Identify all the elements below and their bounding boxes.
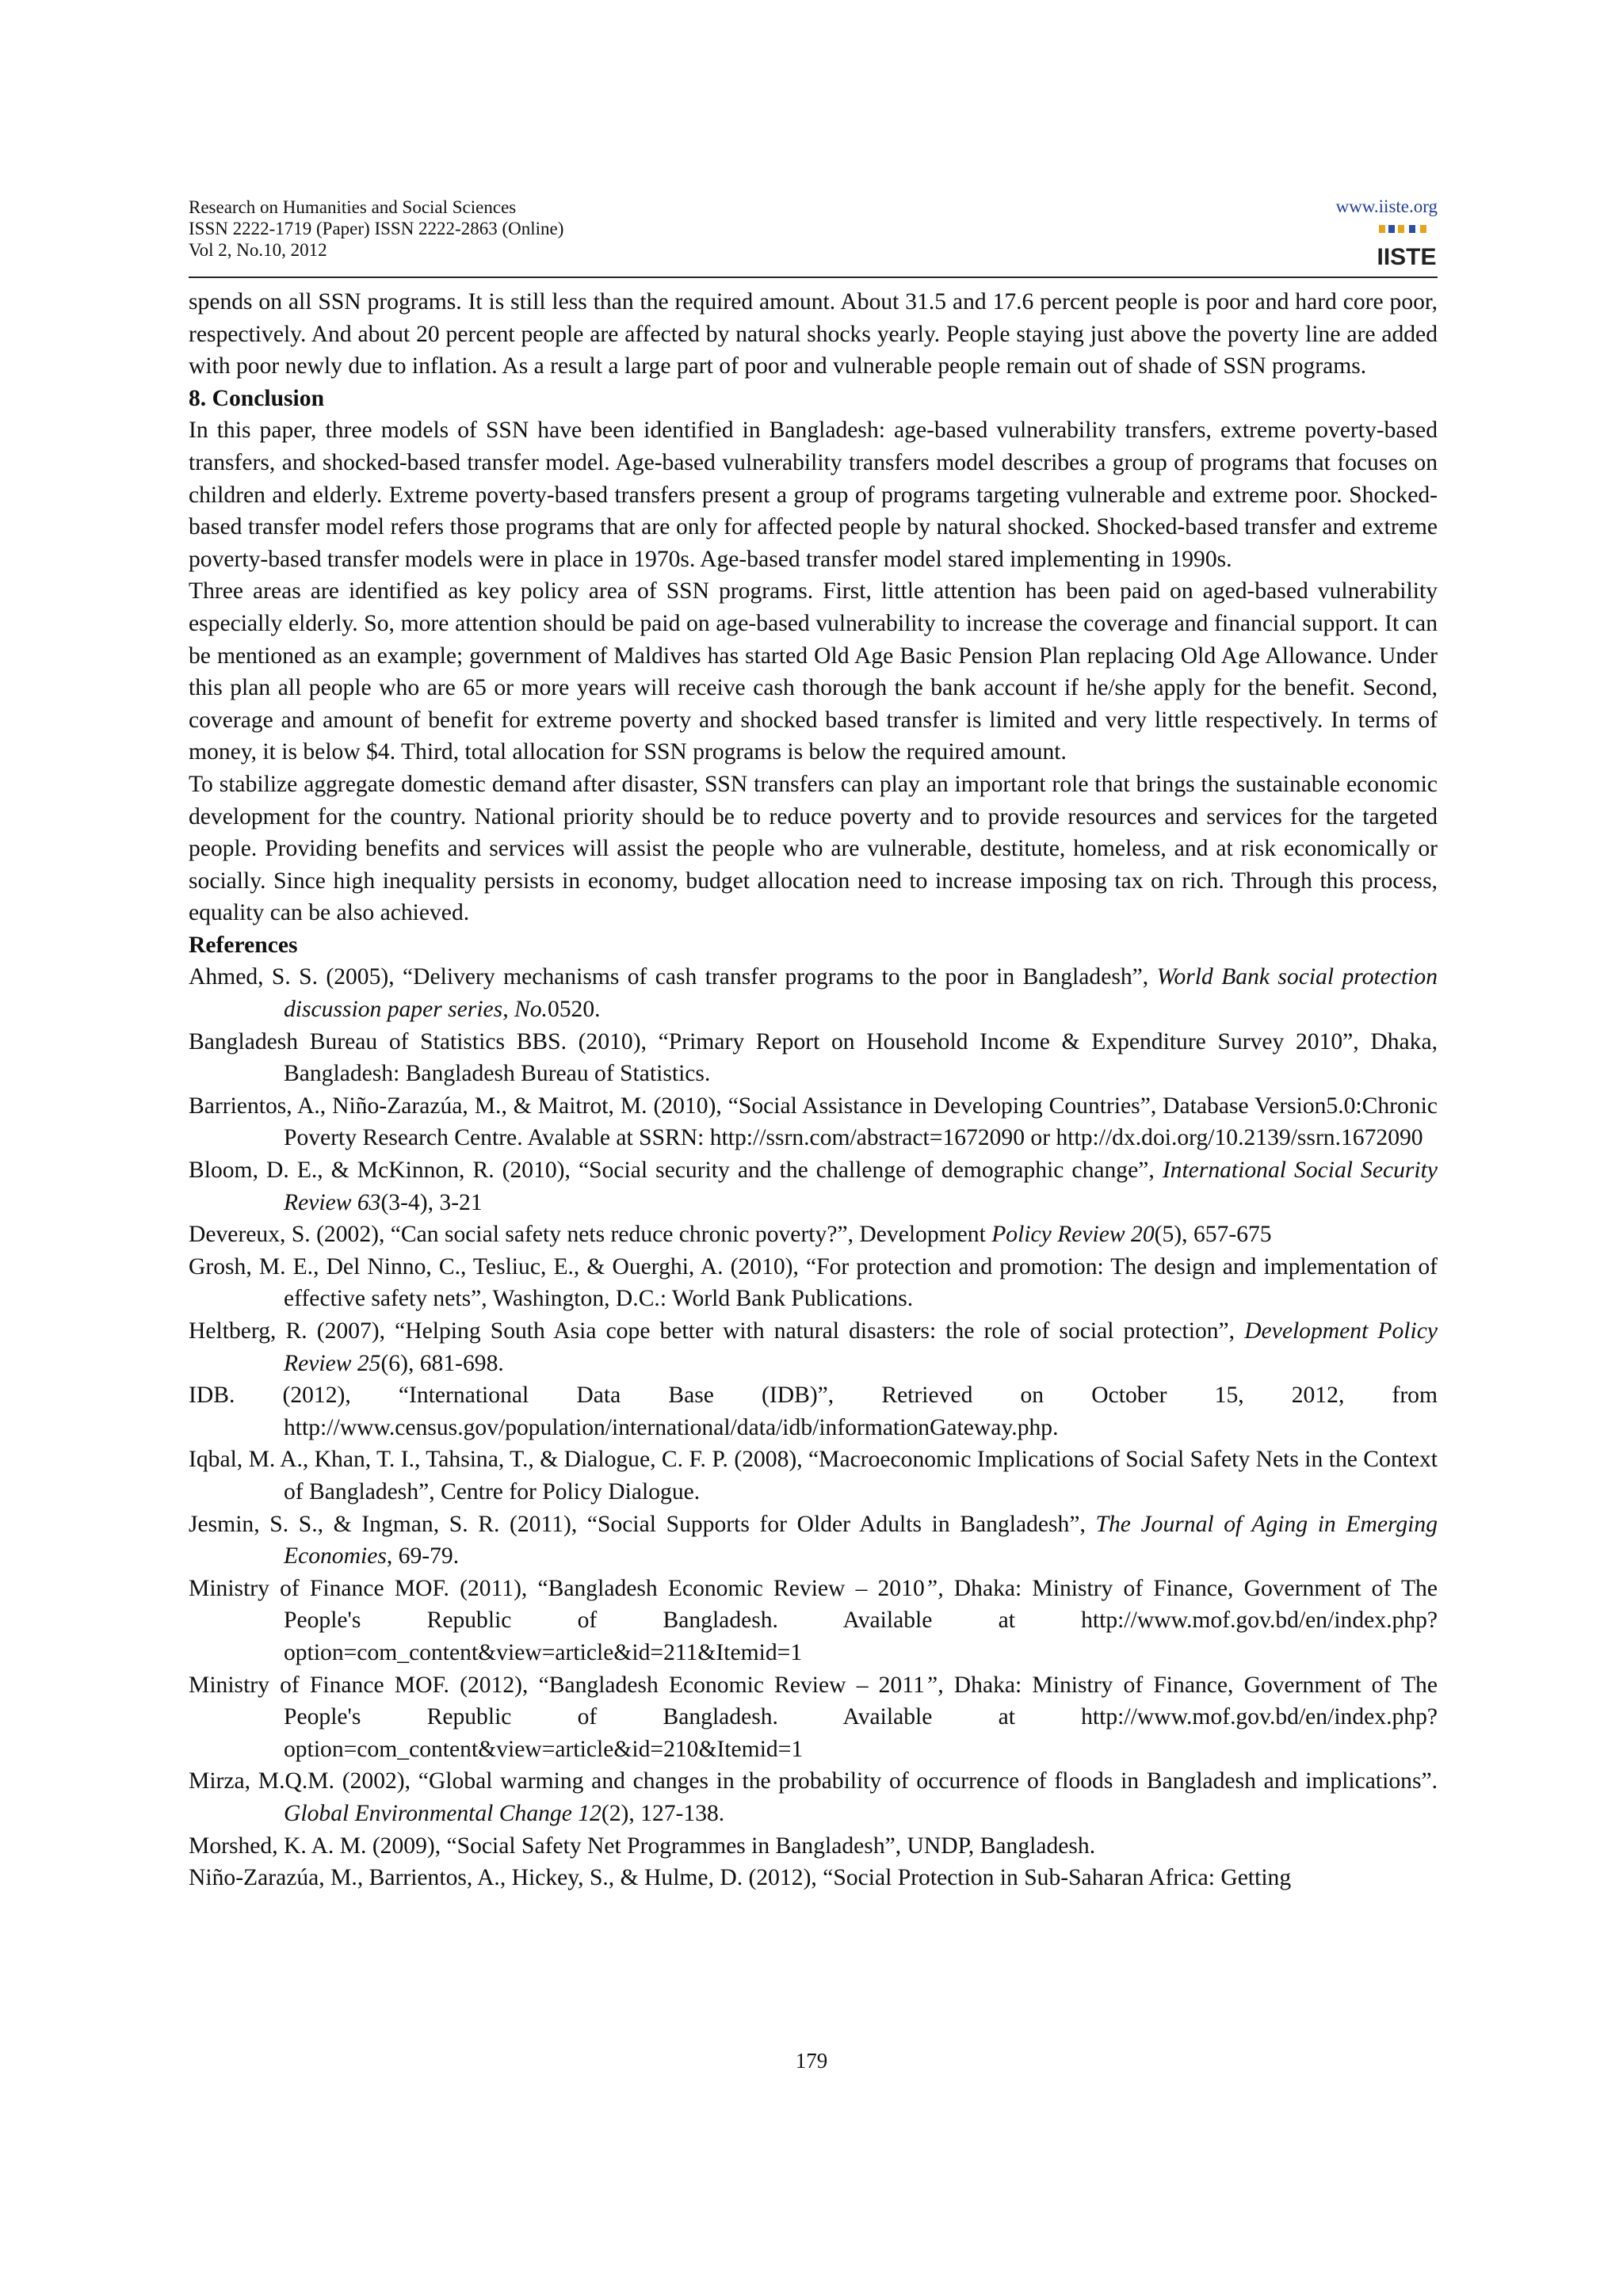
reference-pre: IDB. (2012), “International Data Base (IDB)”, Retrieved on October 15, 2012, from http://www.census.gov/population/international/data/idb/informationGateway.php.	[189, 1383, 1438, 1440]
reference-em: ”,	[924, 1672, 944, 1698]
website-link[interactable]: www.iiste.org	[1335, 196, 1438, 216]
reference-pre: Bangladesh Bureau of Statistics BBS. (2010), “Primary Report on Household Income & Expenditure Survey 2010”, Dhaka, Bangladesh: Bangladesh Bureau of Statistics.	[189, 1028, 1438, 1087]
reference-em: The Journal of Aging in Emerging Economies	[284, 1511, 1438, 1569]
paragraph: spends on all SSN programs. It is still less than the required amount. About 31.5 and 17.6 percent people is poor and hard core poor, respectively. And about 20 percent people are affected by natural shocks yearly. People staying just above the poverty line are added with poor newly due to inflation. As a result a large part of poor and vulnerable people remain out of shade of SSN programs.	[189, 289, 1438, 379]
reference-pre: Niño-Zarazúa, M., Barrientos, A., Hickey, S., & Hulme, D. (2012), “Social Protection in Sub-Saharan Africa: Getting	[189, 1865, 1292, 1891]
reference-em: ”,	[924, 1575, 944, 1601]
reference-pre: Grosh, M. E., Del Ninno, C., Tesliuc, E., & Ouerghi, A. (2010), “For protection and promotion: The design and implementation of effective safety nets”, Washington, D.C.: World Bank Publications.	[189, 1253, 1438, 1312]
header-rule	[189, 277, 1438, 278]
reference-pre: Mirza, M.Q.M. (2002), “Global warming and changes in the probability of occurrence of floods in Bangladesh and implications”.	[189, 1768, 1438, 1794]
reference-pre: Ministry of Finance MOF. (2012), “Bangladesh Economic Review – 2011	[189, 1672, 925, 1698]
reference-item	[189, 1154, 1438, 1219]
reference-post: Dhaka: Ministry of Finance, Government of The People's Republic of Bangladesh. Available at http://www.mof.gov.bd/en/index.php?option=com_content&view=article&id=210&Itemid=1	[284, 1672, 1438, 1762]
page-number: 179	[795, 2049, 828, 2073]
reference-item	[189, 1315, 1438, 1379]
reference-em: Development Policy Review 25	[284, 1318, 1438, 1376]
reference-pre: Heltberg, R. (2007), “Helping South Asia cope better with natural disasters: the role of social protection”,	[189, 1318, 1245, 1344]
reference-item	[189, 1090, 1438, 1154]
paragraph: To stabilize aggregate domestic demand after disaster, SSN transfers can play an important role that brings the sustainable economic development for the country. National priority should be to reduce poverty and to provide resources and services for the targeted people. Providing benefits and services will assist the people who are vulnerable, destitute, homeless, and at risk economically or socially. Since high inequality persists in economy, budget allocation need to increase imposing tax on rich. Through this process, equality can be also achieved.	[189, 771, 1438, 926]
reference-item	[189, 1508, 1438, 1573]
reference-item	[189, 1669, 1438, 1766]
reference-list	[189, 961, 1438, 1894]
reference-post: (2), 127-138.	[601, 1800, 725, 1826]
reference-post: Dhaka: Ministry of Finance, Government of The People's Republic of Bangladesh. Available at http://www.mof.gov.bd/en/index.php?option=com_content&view=article&id=211&Itemid=1	[284, 1575, 1438, 1665]
reference-em: International Social Security Review 63	[284, 1158, 1438, 1215]
reference-post: (3-4), 3-21	[380, 1189, 483, 1215]
reference-post: 0520.	[547, 997, 601, 1023]
journal-title: Research on Humanities and Social Sciences	[189, 197, 517, 217]
paragraph: Three areas are identified as key policy area of SSN programs. First, little attention has been paid on aged-based vulnerability especially elderly. So, more attention should be paid on age-based vulnerability to increase the coverage and financial support. It can be mentioned as an example; government of Maldives has started Old Age Basic Pension Plan replacing Old Age Allowance. Under this plan all people who are 65 or more years will receive cash thorough the bank account if he/she apply for the benefit. Second, coverage and amount of benefit for extreme poverty and shocked based transfer is limited and very little respectively. In terms of money, it is below $4. Third, total allocation for SSN programs is below the required amount.	[189, 578, 1438, 765]
journal-volume: Vol 2, No.10, 2012	[189, 240, 327, 260]
reference-pre: Iqbal, M. A., Khan, T. I., Tahsina, T., & Dialogue, C. F. P. (2008), “Macroeconomic Implications of Social Safety Nets in the Context of Bangladesh”, Centre for Policy Dialogue.	[189, 1447, 1438, 1505]
reference-item	[189, 1379, 1438, 1444]
reference-item	[189, 961, 1438, 1025]
reference-item	[189, 1251, 1438, 1315]
section-heading-conclusion: 8. Conclusion	[189, 385, 325, 411]
reference-post: (5), 657-675	[1154, 1222, 1272, 1248]
journal-issn: ISSN 2222-1719 (Paper) ISSN 2222-2863 (Online)	[189, 219, 564, 238]
logo-text: IISTE	[1377, 244, 1437, 268]
section-heading-references: References	[189, 932, 298, 958]
reference-post: , 69-79.	[386, 1543, 460, 1569]
reference-post: (6), 681-698.	[380, 1350, 504, 1376]
reference-em: Global Environmental Change 12	[284, 1800, 601, 1826]
reference-em: Policy Review 20	[991, 1222, 1155, 1248]
reference-item	[189, 1444, 1438, 1508]
reference-pre: Jesmin, S. S., & Ingman, S. R. (2011), “Social Supports for Older Adults in Bangladesh”,	[189, 1511, 1096, 1537]
reference-item	[189, 1862, 1438, 1894]
iiste-logo	[1376, 223, 1438, 268]
reference-pre: Ministry of Finance MOF. (2011), “Bangladesh Economic Review – 2010	[189, 1575, 925, 1601]
article-body	[189, 286, 1438, 1894]
reference-item	[189, 1219, 1438, 1251]
reference-item	[189, 1573, 1438, 1669]
reference-item	[189, 1026, 1438, 1090]
reference-item	[189, 1765, 1438, 1829]
reference-pre: Ahmed, S. S. (2005), “Delivery mechanisms of cash transfer programs to the poor in Bangladesh”,	[189, 964, 1157, 990]
reference-pre: Barrientos, A., Niño-Zarazúa, M., & Maitrot, M. (2010), “Social Assistance in Developing Countries”, Database Version5.0:Chronic Poverty Research Centre. Avalable at SSRN: http://ssrn.com/abstract=1672090 or http://dx.doi.org/10.2139/ssrn.1672090	[189, 1093, 1438, 1151]
reference-pre: Morshed, K. A. M. (2009), “Social Safety Net Programmes in Bangladesh”, UNDP, Bangladesh.	[189, 1833, 1096, 1859]
reference-em: World Bank social protection discussion paper series, No.	[284, 964, 1438, 1023]
reference-item	[189, 1830, 1438, 1863]
reference-pre: Devereux, S. (2002), “Can social safety nets reduce chronic poverty?”, Development	[189, 1222, 992, 1248]
page-header	[189, 196, 1438, 274]
paragraph: In this paper, three models of SSN have been identified in Bangladesh: age-based vulnerability transfers, extreme poverty-based transfers, and shocked-based transfer model. Age-based vulnerability transfers model describes a group of programs that focuses on children and elderly. Extreme poverty-based transfers present a group of programs targeting vulnerable and extreme poor. Shocked-based transfer model refers those programs that are only for affected people by natural shocked. Shocked-based transfer and extreme poverty-based transfer models were in place in 1970s. Age-based transfer model stared implementing in 1990s.	[189, 418, 1438, 572]
reference-pre: Bloom, D. E., & McKinnon, R. (2010), “Social security and the challenge of demographic change”,	[189, 1158, 1163, 1184]
